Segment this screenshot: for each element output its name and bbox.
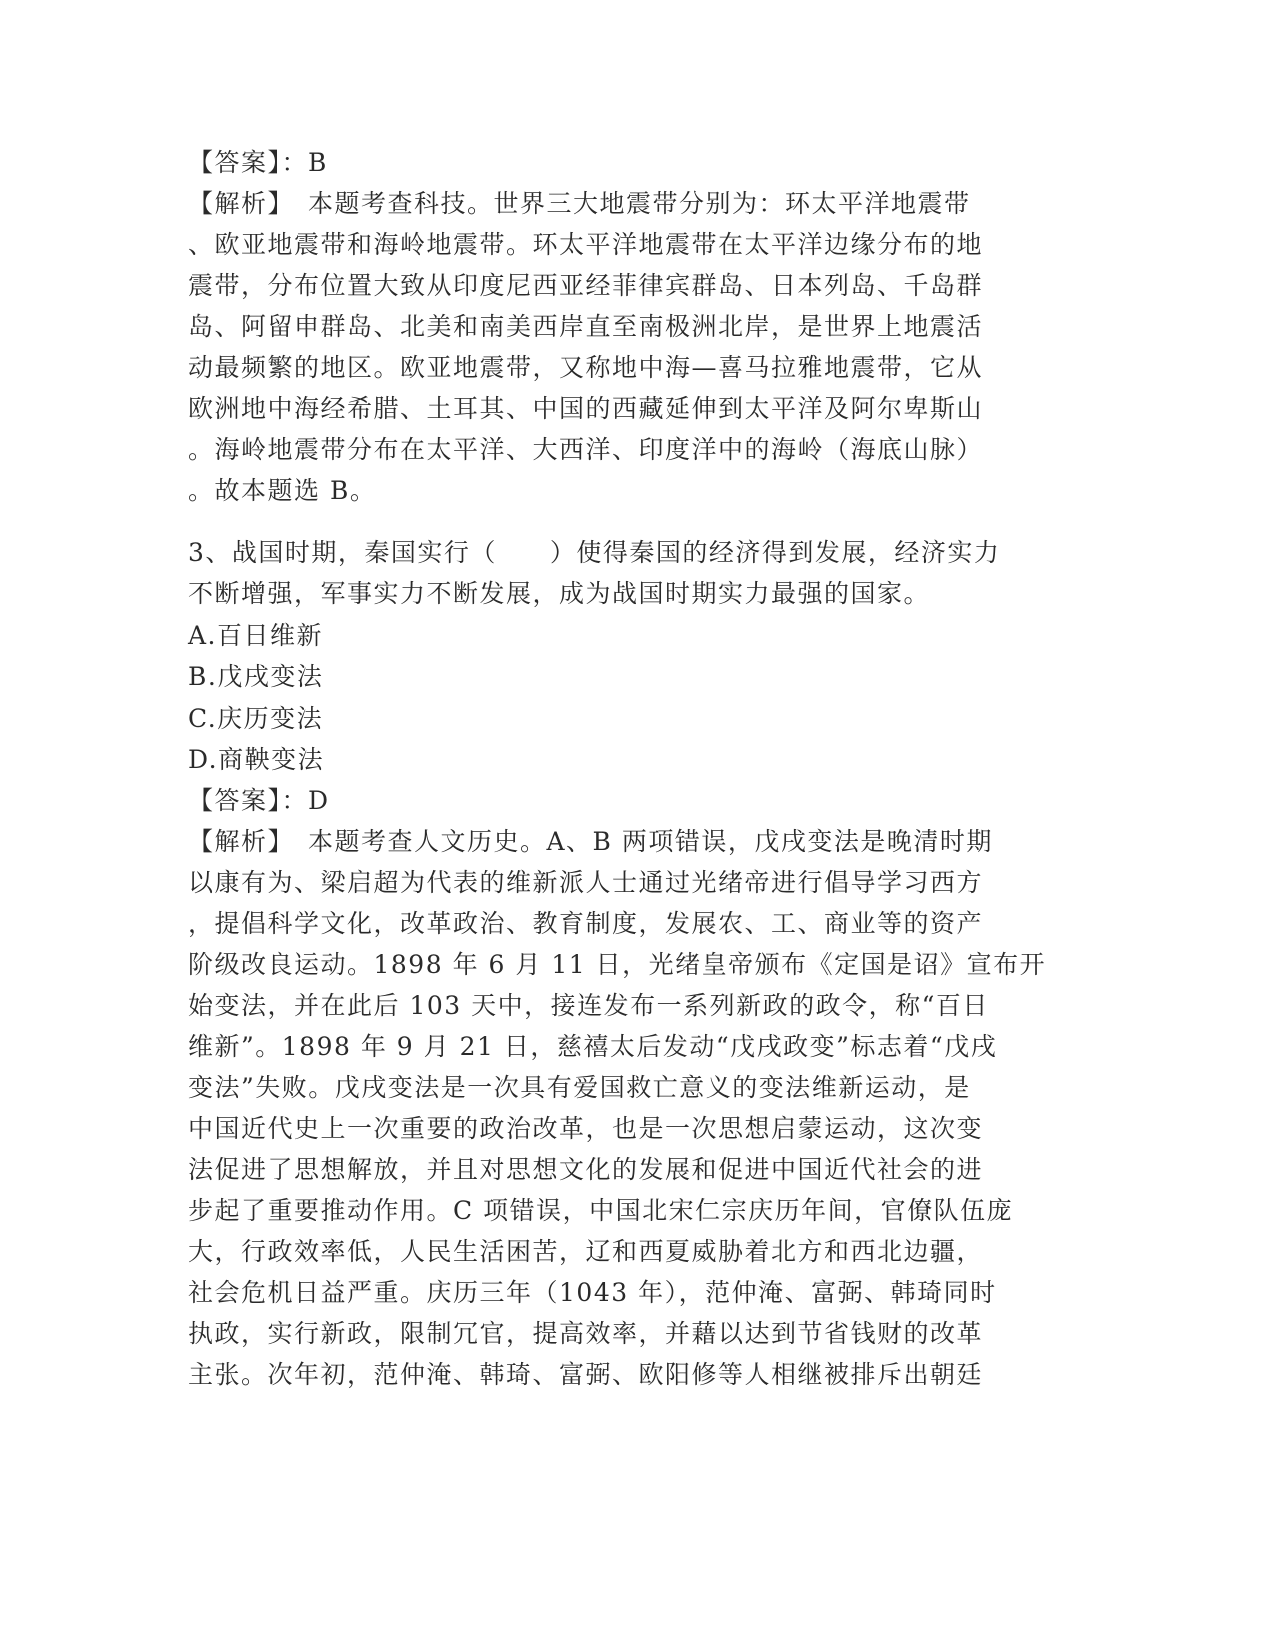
answer-label: 【答案】：D [188,786,330,815]
option-d: D.商鞅变法 [188,745,325,774]
option-a: A.百日维新 [188,621,324,650]
analysis-line: 。海岭地震带分布在太平洋、大西洋、印度洋中的海岭（海底山脉） [188,435,984,464]
analysis-line: 岛、阿留申群岛、北美和南美西岸直至南极洲北岸，是世界上地震活 [188,312,984,341]
analysis-line: 。故本题选 B。 [188,476,377,505]
analysis-line: 阶级改良运动。1898 年 6 月 11 日，光绪皇帝颁布《定国是诏》宣布开 [188,950,1047,979]
analysis-line: 【解析】 本题考查科技。世界三大地震带分别为：环太平洋地震带 [188,189,971,218]
question-stem: 不断增强，军事实力不断发展，成为战国时期实力最强的国家。 [188,579,931,608]
analysis-line: 步起了重要推动作用。C 项错误，中国北宋仁宗庆历年间，官僚队伍庞 [188,1196,1014,1225]
analysis-line: 始变法，并在此后 103 天中，接连发布一系列新政的政令，称“百日 [188,991,989,1020]
analysis-line: 主张。次年初，范仲淹、韩琦、富弼、欧阳修等人相继被排斥出朝廷 [188,1360,984,1389]
analysis-line: 震带，分布位置大致从印度尼西亚经菲律宾群岛、日本列岛、千岛群 [188,271,984,300]
analysis-line: 变法”失败。戊戌变法是一次具有爱国救亡意义的变法维新运动，是 [188,1073,971,1102]
analysis-line: 以康有为、梁启超为代表的维新派人士通过光绪帝进行倡导学习西方 [188,868,984,897]
analysis-line: 社会危机日益严重。庆历三年（1043 年），范仲淹、富弼、韩琦同时 [188,1278,997,1307]
analysis-line: 执政，实行新政，限制冗官，提高效率，并藉以达到节省钱财的改革 [188,1319,984,1348]
analysis-line: 法促进了思想解放，并且对思想文化的发展和促进中国近代社会的进 [188,1155,984,1184]
analysis-line: 动最频繁的地区。欧亚地震带，又称地中海—喜马拉雅地震带，它从 [188,353,984,382]
analysis-line: 欧洲地中海经希腊、土耳其、中国的西藏延伸到太平洋及阿尔卑斯山 [188,394,984,423]
answer-label: 【答案】：B [188,148,328,177]
analysis-line: 中国近代史上一次重要的政治改革，也是一次思想启蒙运动，这次变 [188,1114,984,1143]
analysis-line: ，提倡科学文化，改革政治、教育制度，发展农、工、商业等的资产 [188,909,984,938]
analysis-line: 大，行政效率低，人民生活困苦，辽和西夏威胁着北方和西北边疆， [188,1237,984,1266]
analysis-line: 、欧亚地震带和海岭地震带。环太平洋地震带在太平洋边缘分布的地 [188,230,984,259]
option-c: C.庆历变法 [188,704,324,733]
option-b: B.戊戌变法 [188,662,324,691]
analysis-line: 【解析】 本题考查人文历史。A、B 两项错误，戊戌变法是晚清时期 [188,827,993,856]
analysis-line: 维新”。1898 年 9 月 21 日，慈禧太后发动“戊戌政变”标志着“戊戌 [188,1032,998,1061]
question-stem: 3、战国时期，秦国实行（ ）使得秦国的经济得到发展，经济实力 [188,538,1001,567]
